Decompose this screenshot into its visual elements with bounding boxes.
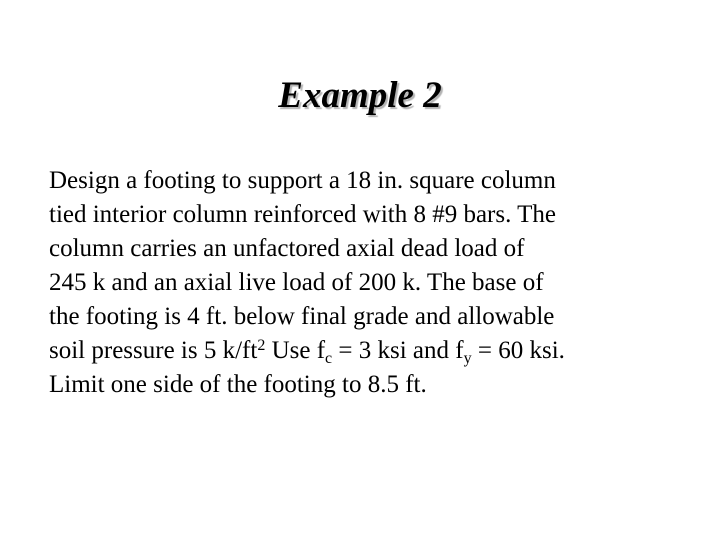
problem-line-6 [49,334,709,368]
problem-statement [49,164,709,402]
problem-line-5: the footing is 4 ft. below final grade and allowable [49,303,555,330]
fy-value-text: = 60 ksi. [471,337,565,364]
problem-line-7: Limit one side of the footing to 8.5 ft. [49,371,427,398]
use-fc-text: Use f [265,337,326,364]
problem-line-3: column carries an unfactored axial dead load of [49,235,525,262]
subscript-y: y [463,350,472,367]
problem-line-2: tied interior column reinforced with 8 #9 bars. The [49,201,557,228]
problem-line-4: 245 k and an axial live load of 200 k. The base of [49,269,544,296]
superscript-2: 2 [257,337,266,354]
soil-pressure-text: soil pressure is 5 k/ft [49,337,258,364]
fc-value-text: = 3 ksi and f [332,337,464,364]
slide-title: Example 2 [278,75,442,116]
subscript-c: c [325,350,333,367]
problem-line-1: Design a footing to support a 18 in. square column [49,167,556,194]
